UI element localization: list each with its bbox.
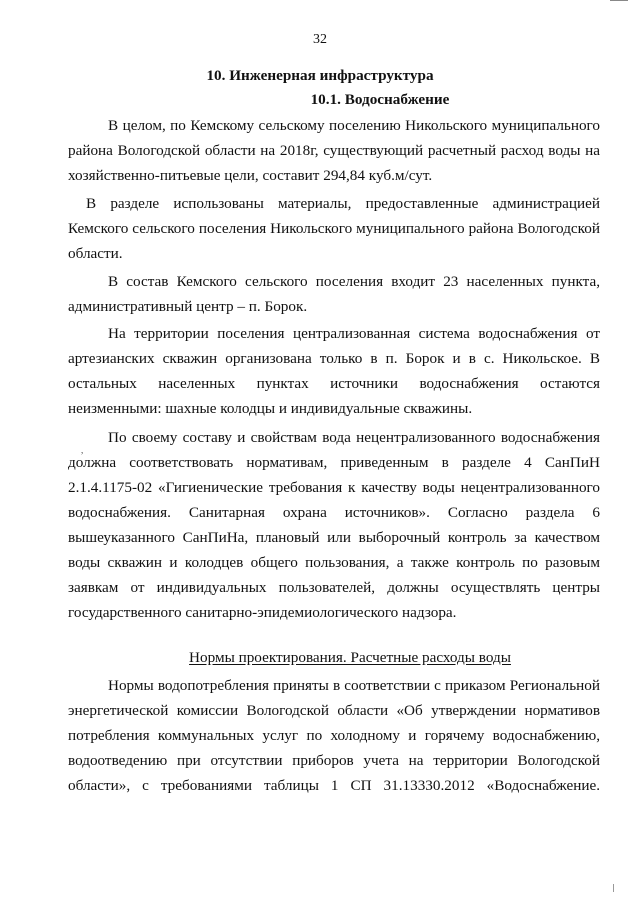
subheading: Нормы проектирования. Расчетные расходы воды — [189, 649, 511, 666]
paragraph-line: энергетической комиссии Вологодской области «Об утверждении нормативов — [68, 702, 600, 719]
scan-edge-mark — [610, 0, 628, 4]
scan-artifact-dot — [613, 884, 614, 892]
paragraph-line: В разделе использованы материалы, предоставленные администрацией — [86, 195, 600, 212]
paragraph-line: водоснабжения. Санитарная охрана источников». Согласно раздела 6 — [68, 504, 600, 521]
paragraph-line: неизменными: шахные колодцы и индивидуальные скважины. — [68, 400, 473, 417]
paragraph-line: хозяйственно-питьевые цели, составит 294,84 куб.м/сут. — [68, 167, 433, 184]
paragraph-line: административный центр – п. Борок. — [68, 298, 308, 315]
paragraph-line: области», с требованиями таблицы 1 СП 31.13330.2012 «Водоснабжение. — [68, 777, 600, 794]
paragraph-line: вышеуказанного СанПиНа, плановый или выборочный контроль за качеством — [68, 529, 600, 546]
paragraph-line: государственного санитарно-эпидемиологического надзора. — [68, 604, 457, 621]
page-number: 32 — [313, 32, 327, 47]
paragraph-line: В целом, по Кемскому сельскому поселению Никольского муниципального — [108, 117, 600, 134]
paragraph-line: водоотведению при отсутствии приборов учета на территории Вологодской — [68, 752, 600, 769]
paragraph-line: По своему составу и свойствам вода нецентрализованного водоснабжения — [108, 429, 600, 446]
paragraph-line: должна соответствовать нормативам, приведенным в разделе 4 СанПиН — [68, 454, 600, 471]
paragraph-line: В состав Кемского сельского поселения входит 23 населенных пункта, — [108, 273, 600, 290]
paragraph-line: 2.1.4.1175-02 «Гигиенические требования к качеству воды нецентрализованного — [68, 479, 600, 496]
subsection-title: 10.1. Водоснабжение — [310, 91, 450, 108]
paragraph-line: Нормы водопотребления приняты в соответствии с приказом Региональной — [108, 677, 600, 694]
paragraph-line: района Вологодской области на 2018г, существующий расчетный расход воды на — [68, 142, 600, 159]
paragraph-line: артезианских скважин организована только в п. Борок и в с. Никольское. В — [68, 350, 600, 367]
paragraph-line: остальных населенных пунктах источники водоснабжения остаются — [68, 375, 600, 392]
paragraph-line: потребления коммунальных услуг по холодному и горячему водоснабжению, — [68, 727, 600, 744]
paragraph-line: воды скважин и колодцев общего пользования, а также контроль по разовым — [68, 554, 600, 571]
scan-artifact-mark: , — [81, 445, 84, 455]
paragraph-line: заявкам от индивидуальных пользователей, должны осуществлять центры — [68, 579, 600, 596]
paragraph-line: Кемского сельского поселения Никольского муниципального района Вологодской — [68, 220, 600, 237]
paragraph-line: области. — [68, 245, 123, 262]
section-title: 10. Инженерная инфраструктура — [206, 67, 434, 84]
paragraph-line: На территории поселения централизованная система водоснабжения от — [108, 325, 600, 342]
